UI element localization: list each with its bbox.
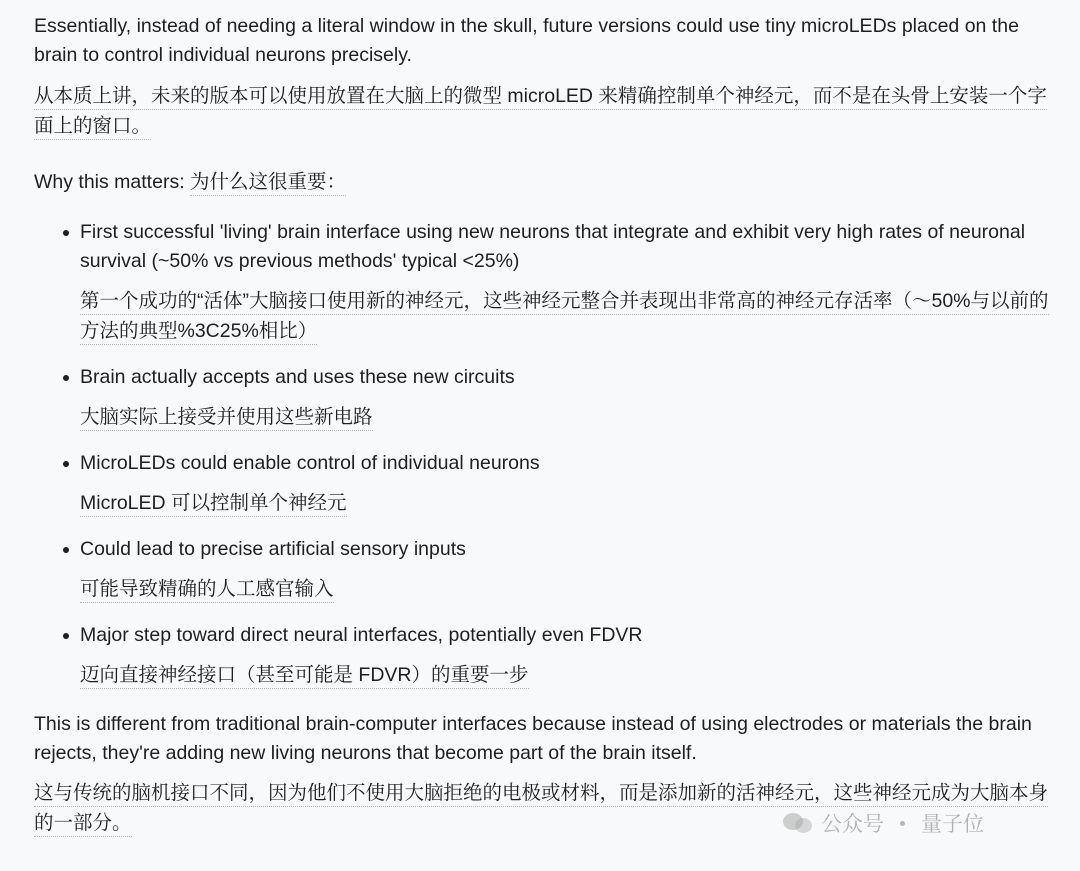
intro-chinese: 从本质上讲，未来的版本可以使用放置在大脑上的微型 microLED 来精确控制单个神经元，而不是在头骨上安装一个字面上的窗口。: [34, 85, 1047, 140]
bullet-chinese: 大脑实际上接受并使用这些新电路: [80, 406, 373, 431]
list-item: [80, 535, 1052, 604]
why-heading: [34, 167, 1052, 197]
wechat-icon: [783, 810, 813, 836]
bullet-english: Could lead to precise artificial sensory inputs: [80, 538, 466, 560]
intro-paragraph: [34, 12, 1052, 141]
watermark-dot: [900, 821, 905, 826]
bullet-list: [34, 218, 1052, 690]
list-item: [80, 363, 1052, 432]
bullet-chinese: MicroLED 可以控制单个神经元: [80, 492, 347, 517]
why-chinese: 为什么这很重要：: [190, 171, 346, 196]
intro-english: Essentially, instead of needing a literal window in the skull, future versions could use tiny microLEDs placed on the brain to control individual neurons precisely.: [34, 15, 1019, 66]
why-english: Why this matters:: [34, 171, 185, 193]
conclusion-chinese: 这与传统的脑机接口不同，因为他们不使用大脑拒绝的电极或材料，而是添加新的活神经元，这些神经元成为大脑本身的一部分。: [34, 782, 1048, 837]
watermark: [783, 808, 984, 838]
bullet-chinese: 可能导致精确的人工感官输入: [80, 578, 334, 603]
bullet-chinese: 第一个成功的“活体”大脑接口使用新的神经元，这些神经元整合并表现出非常高的神经元存活率（～50%与以前的方法的典型%3C25%相比）: [80, 290, 1049, 345]
watermark-left: 公众号: [821, 812, 884, 836]
conclusion-english: This is different from traditional brain-computer interfaces because instead of using electrodes or materials the brain rejects, they're adding new living neurons that become part of the brain itself.: [34, 713, 1032, 764]
watermark-right: 量子位: [921, 812, 984, 836]
bullet-english: MicroLEDs could enable control of individual neurons: [80, 452, 540, 474]
bullet-english: Major step toward direct neural interfaces, potentially even FDVR: [80, 624, 643, 646]
intro-chinese-wrap: [34, 81, 1052, 141]
list-item: [80, 449, 1052, 518]
bullet-chinese: 迈向直接神经接口（甚至可能是 FDVR）的重要一步: [80, 664, 529, 689]
list-item: [80, 218, 1052, 346]
list-item: [80, 621, 1052, 690]
article-content: [34, 12, 1052, 838]
bullet-english: Brain actually accepts and uses these new circuits: [80, 366, 515, 388]
bullet-english: First successful 'living' brain interface using new neurons that integrate and exhibit very high rates of neuronal survival (~50% vs previous methods' typical <25%): [80, 221, 1026, 272]
